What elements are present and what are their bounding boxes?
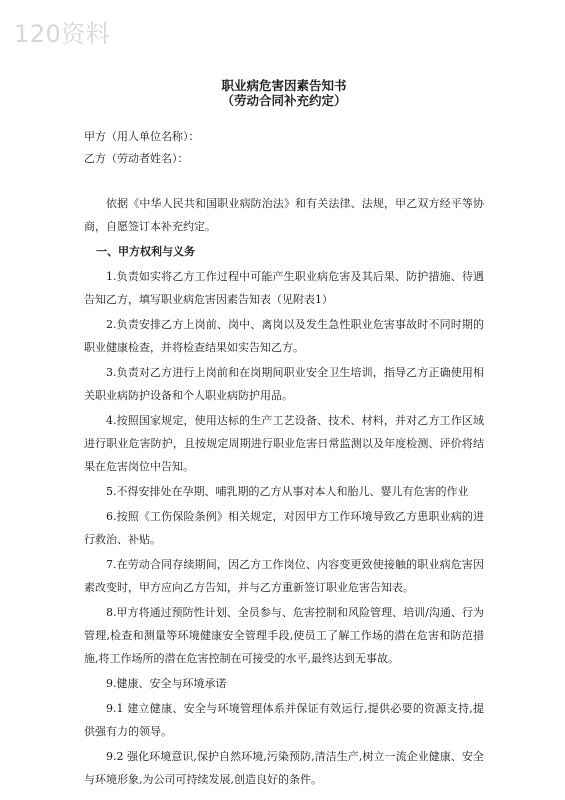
clause-4: 4.按照国家规定，使用达标的生产工艺设备、技术、材料，并对乙方工作区域进行职业危害防护，且按规定周期进行职业危害日常监测以及年度检测、评价将结果在危害岗位中告知。 bbox=[84, 414, 484, 473]
document-title bbox=[84, 78, 484, 108]
party-a-label: 甲方（用人单位名称）： bbox=[84, 130, 200, 143]
document-page bbox=[84, 78, 484, 793]
clause-8: 8.甲方将通过预防性计划、全员参与、危害控制和风险管理、培训/沟通、行为管理,检查和测量等环境健康安全管理手段,使员工了解工作场的潜在危害和防范措施,将工作场所的潜在危害控制在可接受的水平,最终达到无事故。 bbox=[84, 606, 484, 665]
clause-3: 3.负责对乙方进行上岗前和在岗期间职业安全卫生培训，指导乙方正确使用相关职业病防护设备和个人职业病防护用品。 bbox=[84, 366, 484, 402]
document-body bbox=[84, 192, 484, 791]
clause-9-1: 9.1 建立健康、安全与环境管理体系并保证有效运行,提供必要的资源支持,提供强有力的领导。 bbox=[84, 702, 484, 738]
section-heading-party-a: 一、甲方权利与义务 bbox=[96, 245, 195, 258]
watermark-logo: 120资料 bbox=[14, 20, 111, 48]
clause-6: 6.按照《工伤保险条例》相关规定，对因甲方工作环境导致乙方患职业病的进行救治、补贴。 bbox=[84, 510, 484, 546]
parties-block bbox=[84, 126, 484, 170]
clause-5: 5.不得安排处在孕期、哺乳期的乙方从事对本人和胎儿、婴儿有危害的作业 bbox=[106, 485, 469, 498]
clause-1: 1.负责如实将乙方工作过程中可能产生职业病危害及其后果、防护措施、待遇告知乙方，填写职业病危害因素告知表（见附表1） bbox=[84, 270, 484, 306]
title-line-1: 职业病危害因素告知书 bbox=[221, 78, 347, 93]
title-line-2: （劳动合同补充约定） bbox=[221, 93, 347, 108]
clause-7: 7.在劳动合同存续期间，因乙方工作岗位、内容变更致使接触的职业病危害因素改变时，甲方应向乙方告知，并与乙方重新签订职业危害告知表。 bbox=[84, 558, 484, 594]
clause-9: 9.健康、安全与环境承诺 bbox=[106, 677, 227, 690]
intro-paragraph: 依据《中华人民共和国职业病防治法》和有关法律、法规，甲乙双方经平等协商，自愿签订本补充约定。 bbox=[84, 197, 484, 233]
clause-9-2: 9.2 强化环境意识,保护自然环境,污染预防,清洁生产,树立一流企业健康、安全与环境形象,为公司可持续发展,创造良好的条件。 bbox=[84, 750, 484, 786]
clause-2: 2.负责安排乙方上岗前、岗中、离岗以及发生急性职业危害事故时不同时期的职业健康检查，并将检查结果如实告知乙方。 bbox=[84, 318, 484, 354]
party-b-label: 乙方（劳动者姓名）： bbox=[84, 152, 189, 165]
